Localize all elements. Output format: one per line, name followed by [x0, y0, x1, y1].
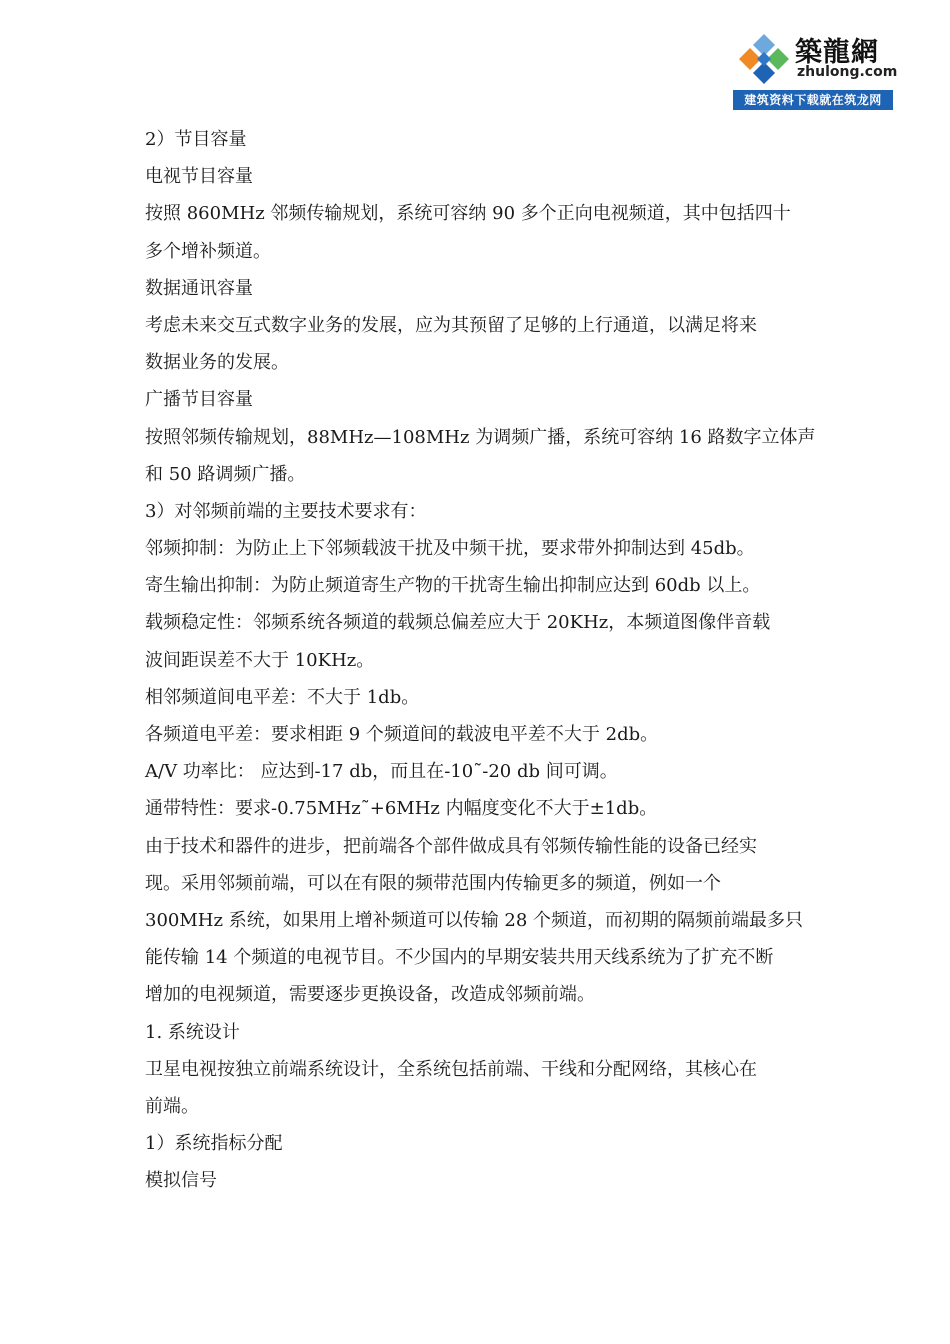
- requirement-item: 通带特性：要求-0.75MHz˜+6MHz 内幅度变化不大于±1db。: [145, 798, 658, 820]
- subheading-broadcast-capacity: 广播节目容量: [145, 389, 253, 411]
- paragraph-line: 数据业务的发展。: [145, 352, 289, 374]
- subheading-data-capacity: 数据通讯容量: [145, 277, 253, 299]
- section-heading-system-design: 1. 系统设计: [145, 1021, 240, 1043]
- paragraph-line: 前端。: [145, 1095, 199, 1117]
- requirement-item: 寄生输出抑制：为防止频道寄生产物的干扰寄生输出抑制应达到 60db 以上。: [145, 575, 761, 597]
- zhulong-logo[interactable]: [733, 28, 898, 110]
- logo-domain: zhulong.com: [797, 64, 898, 80]
- document-body: [145, 121, 816, 1199]
- section-heading-tech-requirements: 3）对邻频前端的主要技术要求有：: [145, 500, 427, 522]
- section-heading-program-capacity: 2）节目容量: [145, 129, 247, 150]
- logo-top: [733, 28, 898, 88]
- paragraph-line: 300MHz 系统，如果用上增补频道可以传输 28 个频道，而初期的隔频前端最多只: [145, 909, 804, 931]
- logo-name-cn: 築龍網: [795, 37, 879, 68]
- subheading-analog-signal: 模拟信号: [145, 1170, 217, 1192]
- paragraph-line: 由于技术和器件的进步，把前端各个部件做成具有邻频传输性能的设备已经实: [145, 835, 757, 857]
- requirement-item: 波间距误差不大于 10KHz。: [145, 649, 375, 671]
- logo-diamond-icon: [737, 32, 791, 86]
- section-heading-indicator-allocation: 1）系统指标分配: [145, 1133, 283, 1155]
- paragraph-line: 多个增补频道。: [145, 240, 271, 262]
- requirement-item: 相邻频道间电平差：不大于 1db。: [145, 686, 420, 708]
- paragraph-line: 增加的电视频道，需要逐步更换设备，改造成邻频前端。: [145, 984, 595, 1006]
- requirement-item: 载频稳定性：邻频系统各频道的载频总偏差应大于 20KHz，本频道图像伴音载: [145, 612, 771, 634]
- subheading-tv-capacity: 电视节目容量: [145, 166, 253, 188]
- paragraph-line: 按照 860MHz 邻频传输规划，系统可容纳 90 多个正向电视频道，其中包括四十: [145, 203, 791, 225]
- requirement-item: A/V 功率比： 应达到-17 db，而且在-10˜-20 db 间可调。: [145, 761, 618, 783]
- paragraph-line: 考虑未来交互式数字业务的发展，应为其预留了足够的上行通道，以满足将来: [145, 314, 757, 336]
- paragraph-line: 卫星电视按独立前端系统设计，全系统包括前端、干线和分配网络，其核心在: [145, 1058, 757, 1080]
- requirement-item: 各频道电平差：要求相距 9 个频道间的载波电平差不大于 2db。: [145, 724, 659, 745]
- requirement-item: 邻频抑制：为防止上下邻频载波干扰及中频干扰，要求带外抑制达到 45db。: [145, 538, 755, 560]
- logo-slogan-banner: 建筑资料下载就在筑龙网: [733, 90, 893, 110]
- paragraph-line: 能传输 14 个频道的电视节目。不少国内的早期安装共用天线系统为了扩充不断: [145, 947, 774, 969]
- paragraph-line: 按照邻频传输规划，88MHz—108MHz 为调频广播，系统可容纳 16 路数字立体声: [145, 426, 816, 448]
- paragraph-line: 和 50 路调频广播。: [145, 463, 306, 485]
- paragraph-line: 现。采用邻频前端，可以在有限的频带范围内传输更多的频道，例如一个: [145, 872, 721, 894]
